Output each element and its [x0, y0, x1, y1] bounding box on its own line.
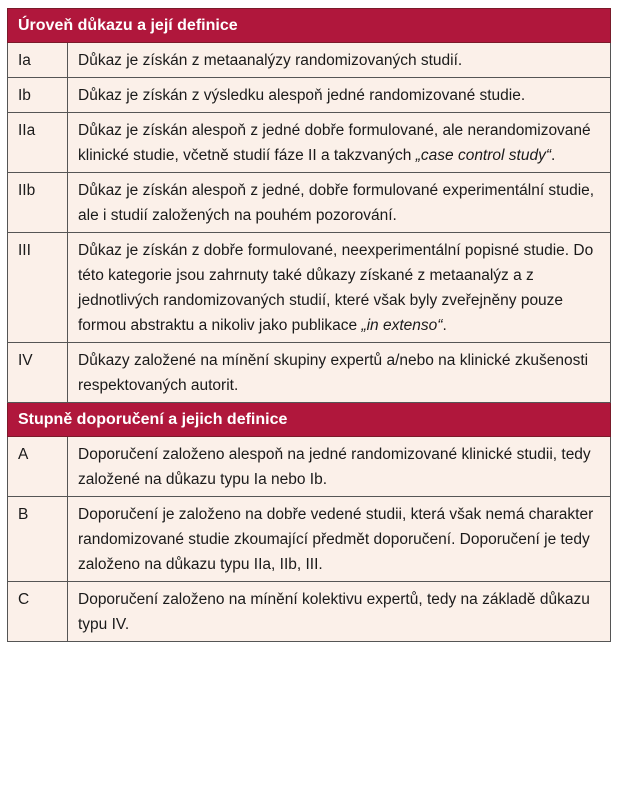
- grade-cell: C: [8, 582, 68, 642]
- table-row: [8, 582, 611, 642]
- definition-cell: [68, 113, 611, 173]
- evidence-levels-table: [7, 8, 611, 642]
- definition-cell: [68, 173, 611, 233]
- table-row: [8, 78, 611, 113]
- definition-cell: [68, 78, 611, 113]
- section-header-row: [8, 403, 611, 437]
- definition-text: Důkaz je získán z metaanalýzy randomizovaných studií.: [78, 52, 463, 69]
- grade-cell: A: [8, 437, 68, 497]
- grade-cell: B: [8, 497, 68, 582]
- definition-cell: [68, 233, 611, 343]
- table-row: [8, 173, 611, 233]
- table-row: [8, 113, 611, 173]
- definition-text: Důkaz je získán z dobře formulované, neexperimentální popisné studie. Do této kategorie jsou zahrnuty také důkazy získané z metaanalýz a z jednotlivých randomizovaných studií, které však byly zveřejněny pouze formou abstraktu a nikoliv jako publikace: [78, 242, 594, 334]
- definition-text: Doporučení založeno alespoň na jedné randomizované klinické studii, tedy založené na důkazu typu Ia nebo Ib.: [78, 446, 591, 488]
- level-cell: Ib: [8, 78, 68, 113]
- definition-text: Důkaz je získán alespoň z jedné, dobře formulované experimentální studie, ale i studií založených na pouhém pozorování.: [78, 182, 595, 224]
- definition-text: Důkaz je získán z výsledku alespoň jedné randomizované studie.: [78, 87, 526, 104]
- definition-text: Důkazy založené na mínění skupiny expertů a/nebo na klinické zkušenosti respektovaných autorit.: [78, 352, 589, 394]
- definition-text-end: .: [550, 147, 556, 164]
- level-cell: Ia: [8, 43, 68, 78]
- table-row: [8, 497, 611, 582]
- definition-cell: [68, 343, 611, 403]
- table-row: [8, 437, 611, 497]
- definition-cell: [68, 497, 611, 582]
- definition-cell: [68, 437, 611, 497]
- section-title-evidence: Úroveň důkazu a její definice: [8, 9, 611, 43]
- definition-text: Důkaz je získán alespoň z jedné dobře formulované, ale nerandomizované klinické studie, včetně studií fáze II a takzvaných: [78, 122, 591, 164]
- definition-emphasis: „case control study“: [415, 147, 551, 164]
- evidence-table-container: [7, 8, 610, 642]
- level-cell: IIa: [8, 113, 68, 173]
- table-row: [8, 343, 611, 403]
- table-row: [8, 233, 611, 343]
- level-cell: IIb: [8, 173, 68, 233]
- level-cell: IV: [8, 343, 68, 403]
- section-title-recommendations: Stupně doporučení a jejich definice: [8, 403, 611, 437]
- section-header-row: [8, 9, 611, 43]
- definition-text-end: .: [442, 317, 447, 334]
- definition-cell: [68, 43, 611, 78]
- table-row: [8, 43, 611, 78]
- definition-text: Doporučení založeno na mínění kolektivu expertů, tedy na základě důkazu typu IV.: [78, 591, 590, 633]
- definition-emphasis: „in extenso“: [361, 317, 443, 334]
- definition-text: Doporučení je založeno na dobře vedené studii, která však nemá charakter randomizované studie zkoumající předmět doporučení. Doporučení je tedy založeno na důkazu typu IIa, IIb, III.: [78, 506, 594, 573]
- level-cell: III: [8, 233, 68, 343]
- definition-cell: [68, 582, 611, 642]
